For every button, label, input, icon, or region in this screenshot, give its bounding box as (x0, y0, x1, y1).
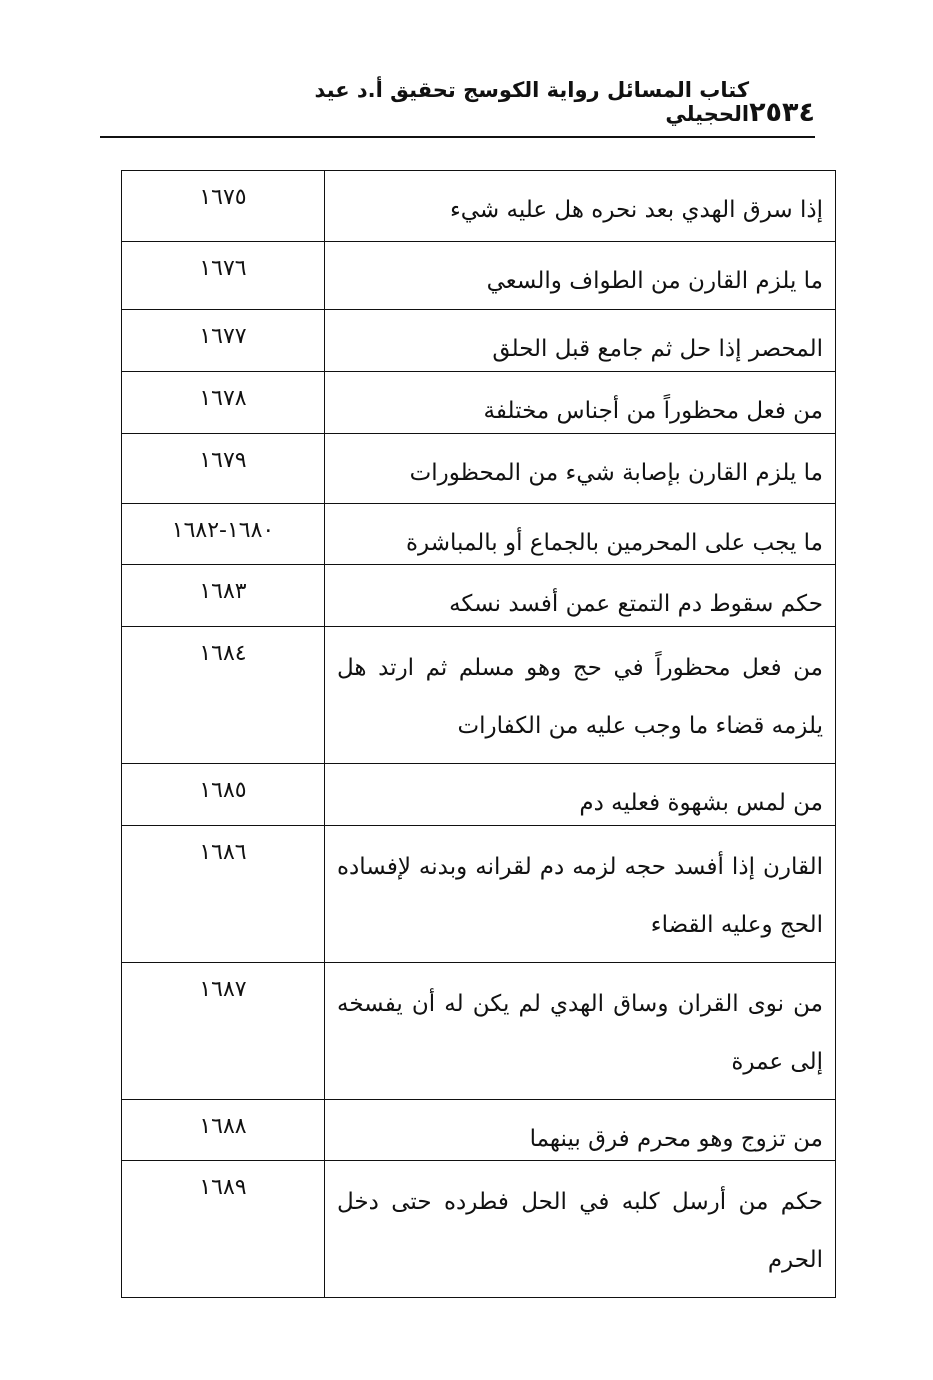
topic-cell: من نوى القران وساق الهدي لم يكن له أن يفسخه إلى عمرة (325, 963, 836, 1100)
issue-number-cell: ١٦٨٧ (122, 963, 325, 1100)
issue-number-cell: ١٦٨٥ (122, 764, 325, 826)
table-row (122, 627, 836, 764)
topic-cell: حكم من أرسل كلبه في الحل فطرده حتى دخل الحرم (325, 1161, 836, 1298)
issue-number-cell: ١٦٨٤ (122, 627, 325, 764)
issue-number-cell: ١٦٧٥ (122, 171, 325, 242)
topic-cell: المحصر إذا حل ثم جامع قبل الحلق (325, 310, 836, 372)
table-row (122, 310, 836, 372)
table-row (122, 1100, 836, 1161)
topic-cell: القارن إذا أفسد حجه لزمه دم لقرانه وبدنه لإفساده الحج وعليه القضاء (325, 826, 836, 963)
topic-cell: من لمس بشهوة فعليه دم (325, 764, 836, 826)
topic-cell: من فعل محظوراً في حج وهو مسلم ثم ارتد هل يلزمه قضاء ما وجب عليه من الكفارات (325, 627, 836, 764)
book-title: كتاب المسائل رواية الكوسج تحقيق أ.د عيد الحجيلي (314, 78, 750, 126)
issue-number-cell: ١٦٧٧ (122, 310, 325, 372)
issue-number-cell: ١٦٨٠-١٦٨٢ (122, 504, 325, 565)
issue-number-cell: ١٦٧٦ (122, 242, 325, 310)
issue-number-cell: ١٦٧٨ (122, 372, 325, 434)
issue-number-cell: ١٦٨٦ (122, 826, 325, 963)
table-row (122, 764, 836, 826)
table-row (122, 504, 836, 565)
topic-cell: من فعل محظوراً من أجناس مختلفة (325, 372, 836, 434)
topic-cell: حكم سقوط دم التمتع عمن أفسد نسكه (325, 565, 836, 627)
issue-number-cell: ١٦٨٣ (122, 565, 325, 627)
table-row (122, 434, 836, 504)
issue-number-cell: ١٦٨٨ (122, 1100, 325, 1161)
table-row (122, 171, 836, 242)
page-header (100, 78, 815, 138)
topic-cell: إذا سرق الهدي بعد نحره هل عليه شيء (325, 171, 836, 242)
issue-number-cell: ١٦٨٩ (122, 1161, 325, 1298)
topic-cell: من تزوج وهو محرم فرق بينهما (325, 1100, 836, 1161)
table-row (122, 242, 836, 310)
table-row (122, 963, 836, 1100)
topic-cell: ما يلزم القارن من الطواف والسعي (325, 242, 836, 310)
topic-cell: ما يجب على المحرمين بالجماع أو بالمباشرة (325, 504, 836, 565)
table-row (122, 826, 836, 963)
index-table (121, 170, 836, 1298)
table-row (122, 372, 836, 434)
table-row (122, 1161, 836, 1298)
issue-number-cell: ١٦٧٩ (122, 434, 325, 504)
table-row (122, 565, 836, 627)
page-number: ٢٥٣٤ (749, 97, 815, 128)
topic-cell: ما يلزم القارن بإصابة شيء من المحظورات (325, 434, 836, 504)
